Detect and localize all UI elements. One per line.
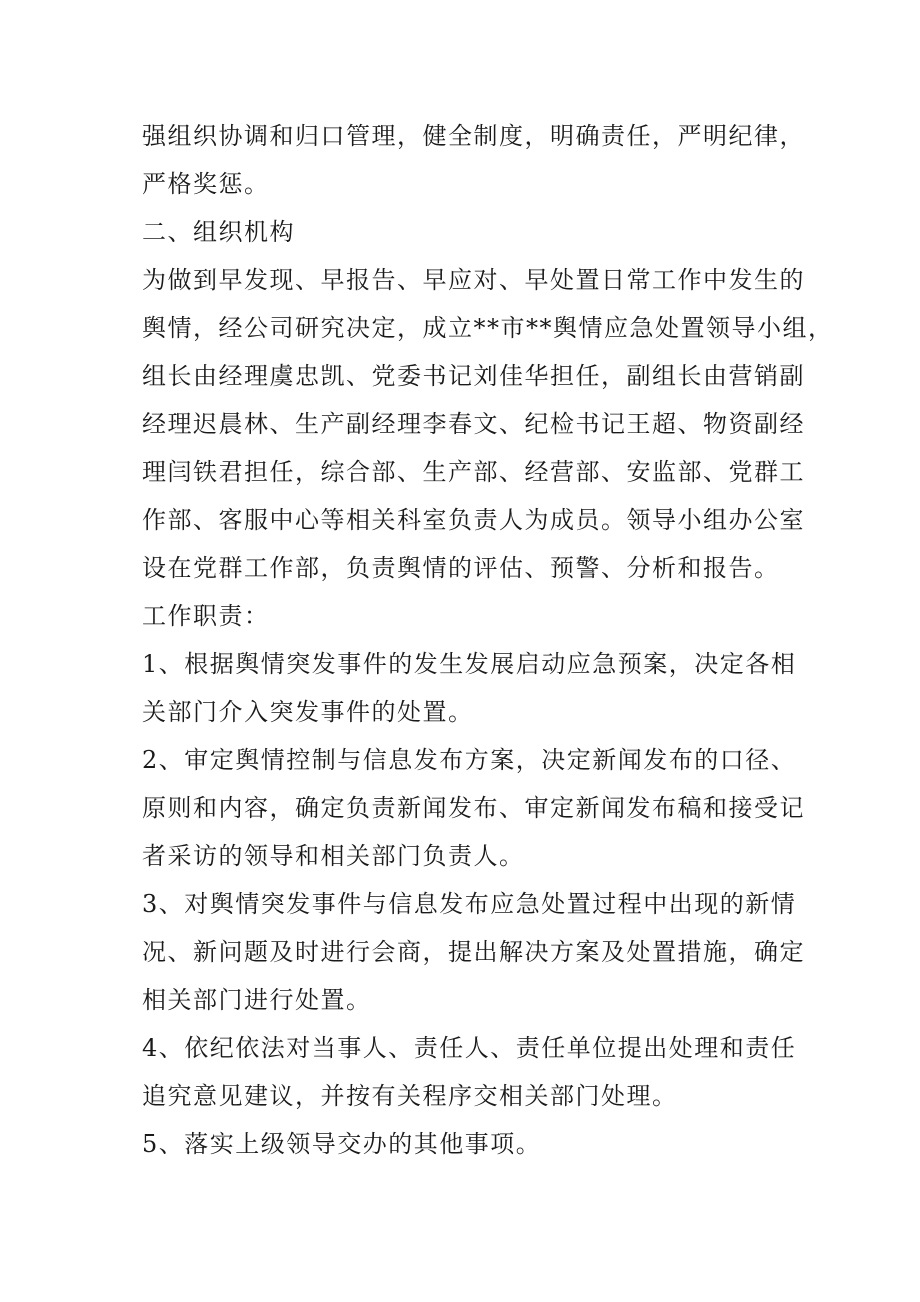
section-heading: 二、组织机构 — [142, 218, 295, 246]
list-item-line: 况、新问题及时进行会商，提出解决方案及处置措施，确定 — [142, 938, 805, 966]
text-line: 为做到早发现、早报告、早应对、早处置日常工作中发生的 — [142, 266, 805, 294]
text-line: 舆情，经公司研究决定，成立**市**舆情应急处置领导小组， — [142, 314, 834, 342]
text-line: 严格奖惩。 — [142, 170, 270, 198]
text-line: 经理迟晨林、生产副经理李春文、纪检书记王超、物资副经 — [142, 410, 805, 438]
text-line: 理闫铁君担任，综合部、生产部、经营部、安监部、党群工 — [142, 458, 805, 486]
list-item-line: 关部门介入突发事件的处置。 — [142, 698, 474, 726]
list-item-line: 者采访的领导和相关部门负责人。 — [142, 842, 525, 870]
list-item-line: 5、落实上级领导交办的其他事项。 — [142, 1130, 542, 1158]
text-line: 强组织协调和归口管理，健全制度，明确责任，严明纪律， — [142, 122, 805, 150]
text-line: 设在党群工作部，负责舆情的评估、预警、分析和报告。 — [142, 554, 780, 582]
list-item-line: 相关部门进行处置。 — [142, 986, 372, 1014]
text-line: 组长由经理虞忠凯、党委书记刘佳华担任，副组长由营销副 — [142, 362, 805, 390]
list-item-line: 3、对舆情突发事件与信息发布应急处置过程中出现的新情 — [142, 890, 797, 918]
list-item-line: 4、依纪依法对当事人、责任人、责任单位提出处理和责任 — [142, 1034, 797, 1062]
subsection-heading: 工作职责： — [142, 602, 270, 630]
document-body — [142, 112, 834, 1168]
list-item-line: 1、根据舆情突发事件的发生发展启动应急预案，决定各相 — [142, 650, 797, 678]
list-item-line: 追究意见建议，并按有关程序交相关部门处理。 — [142, 1082, 678, 1110]
list-item-line: 原则和内容，确定负责新闻发布、审定新闻发布稿和接受记 — [142, 794, 805, 822]
list-item-line: 2、审定舆情控制与信息发布方案，决定新闻发布的口径、 — [142, 746, 797, 774]
text-line: 作部、客服中心等相关科室负责人为成员。领导小组办公室 — [142, 506, 805, 534]
